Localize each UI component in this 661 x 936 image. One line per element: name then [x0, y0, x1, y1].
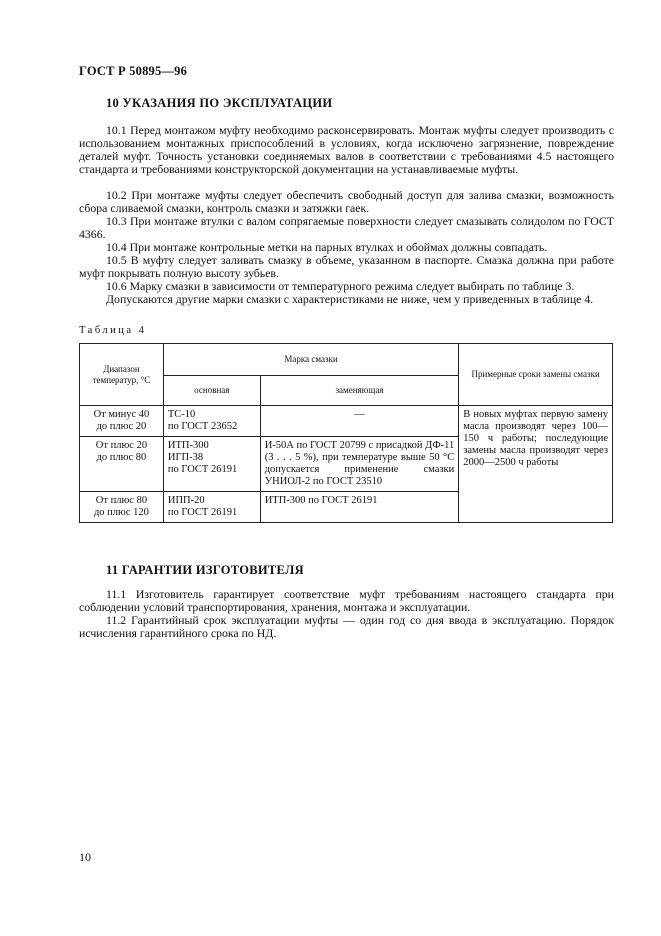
table-row: [80, 406, 613, 437]
paragraph-10-5: 10.5 В муфту следует заливать смазку в объеме, указанном в паспорте. Смазка должна при работе муфт покрывать полную высоту зубьев.: [79, 253, 614, 280]
row3-temp-from: От плюс 80: [95, 495, 148, 506]
interval-text: В новых муфтах первую замену масла производят через 100—150 ч работы; последующие замены масла производят через 2000—2500 ч работы: [463, 409, 608, 468]
header-main: основная: [163, 376, 260, 406]
paragraph-11-2: 11.2 Гарантийный срок эксплуатации муфты — один год со дня ввода в эксплуатацию. Порядок исчисления гарантийного срока по НД.: [79, 613, 614, 640]
row3-main-grade: ИПП-20: [167, 495, 205, 506]
paragraph-10-3: 10.3 При монтаже втулки с валом сопрягаемые поверхности следует смазывать солидолом по ГОСТ 4366.: [79, 214, 614, 241]
section-11-title: 11 ГАРАНТИИ ИЗГОТОВИТЕЛЯ: [106, 563, 304, 577]
row2-main-grade-2: ИГП-38: [167, 452, 204, 463]
lubricant-table: [79, 343, 613, 523]
header-interval: Примерные сроки замены смазки: [459, 344, 613, 406]
paragraph-10-1: 10.1 Перед монтажом муфту необходимо расконсервировать. Монтаж муфты следует производить с использованием монтажных приспособлений в условиях, когда исключено загрязнение, повреждение деталей муфт. Точность установки соединяемых валов в соответствии с требованиями 4.5 настоящего стандарта и требованиями конструкторской документации на устанавливаемые муфты.: [79, 123, 614, 176]
row2-temp-to: до плюс 80: [96, 452, 147, 463]
row3-substitute: ИТП-300 по ГОСТ 26191: [264, 495, 378, 506]
page-number: 10: [79, 850, 91, 864]
row3-temp-to: до плюс 120: [93, 507, 149, 518]
row1-main-standard: по ГОСТ 23652: [167, 421, 238, 432]
row2-main-standard: по ГОСТ 26191: [167, 464, 238, 475]
standard-code: ГОСТ Р 50895—96: [79, 64, 188, 78]
table-caption: Таблица 4: [79, 325, 147, 336]
row1-substitute: —: [354, 409, 365, 420]
row1-main-grade: ТС-10: [167, 409, 196, 420]
row2-temp-from: От плюс 20: [95, 440, 148, 451]
header-grade: Марка смазки: [163, 344, 458, 376]
row2-substitute: И-50А по ГОСТ 20799 с присадкой ДФ-11 (3 . . . 5 %), при температуре выше 50 °С допускается применение смазки УНИОЛ-2 по ГОСТ 23510: [264, 440, 455, 487]
row1-temp-from: От минус 40: [93, 409, 150, 420]
header-temp-range: Диапазон температур, °С: [80, 344, 164, 406]
paragraph-11-1: 11.1 Изготовитель гарантирует соответствие муфт требованиям настоящего стандарта при соблюдении условий транспортирования, хранения, монтажа и эксплуатации.: [79, 587, 614, 614]
paragraph-10-4: 10.4 При монтаже контрольные метки на парных втулках и обоймах должны совпадать.: [106, 240, 548, 254]
paragraph-10-2: 10.2 При монтаже муфты следует обеспечить свободный доступ для залива смазки, возможность сбора сливаемой смазки, контроль смазки и затяжки гаек.: [79, 188, 614, 215]
paragraph-10-6: 10.6 Марку смазки в зависимости от температурного режима следует выбирать по таблице 3.: [106, 279, 575, 293]
row3-main-standard: по ГОСТ 26191: [167, 507, 238, 518]
paragraph-10-6-note: Допускаются другие марки смазки с характеристиками не ниже, чем у приведенных в таблице 4.: [106, 292, 594, 306]
row1-temp-to: до плюс 20: [96, 421, 147, 432]
section-10-title: 10 УКАЗАНИЯ ПО ЭКСПЛУАТАЦИИ: [106, 96, 333, 110]
row2-main-grade-1: ИТП-300: [167, 440, 209, 451]
header-substitute: заменяющая: [260, 376, 459, 406]
